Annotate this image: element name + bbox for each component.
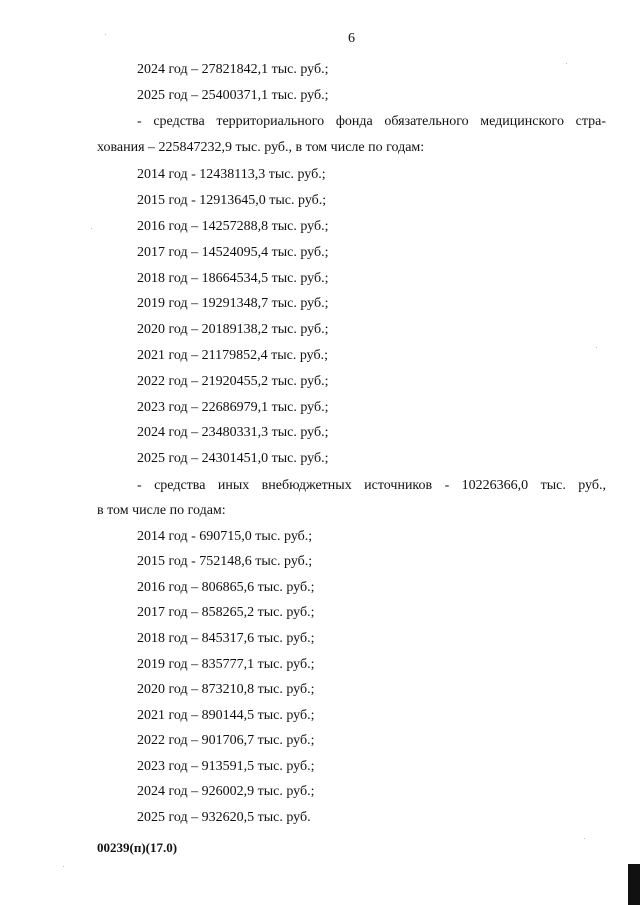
year-line: 2016 год – 14257288,8 тыс. руб.;: [137, 219, 329, 234]
year-line: 2024 год – 23480331,3 тыс. руб.;: [137, 425, 329, 440]
section-intro-line: - средства территориального фонда обязательного медицинского стра-: [137, 114, 606, 129]
year-line: 2016 год – 806865,6 тыс. руб.;: [137, 580, 315, 595]
scan-speck: [584, 838, 585, 839]
scan-speck: [566, 63, 567, 64]
year-line: 2023 год – 913591,5 тыс. руб.;: [137, 759, 315, 774]
year-line: 2014 год - 690715,0 тыс. руб.;: [137, 529, 313, 544]
year-line: 2018 год – 18664534,5 тыс. руб.;: [137, 271, 329, 286]
funding-line: 2024 год – 27821842,1 тыс. руб.;: [137, 62, 329, 77]
year-line: 2020 год – 873210,8 тыс. руб.;: [137, 682, 315, 697]
year-line: 2020 год – 20189138,2 тыс. руб.;: [137, 322, 329, 337]
page-number: 6: [348, 31, 355, 46]
scan-speck: [63, 866, 64, 867]
year-line: 2024 год – 926002,9 тыс. руб.;: [137, 784, 315, 799]
year-line: 2023 год – 22686979,1 тыс. руб.;: [137, 400, 329, 415]
year-line: 2015 год - 12913645,0 тыс. руб.;: [137, 193, 327, 208]
year-line: 2017 год – 14524095,4 тыс. руб.;: [137, 245, 329, 260]
year-line: 2014 год - 12438113,3 тыс. руб.;: [137, 167, 326, 182]
document-code: 00239(п)(17.0): [97, 840, 178, 855]
year-line: 2022 год – 901706,7 тыс. руб.;: [137, 733, 315, 748]
section-intro-line: - средства иных внебюджетных источников - 10226366,0 тыс. руб.,: [137, 478, 606, 493]
year-line: 2019 год – 835777,1 тыс. руб.;: [137, 657, 315, 672]
year-line: 2025 год – 932620,5 тыс. руб.: [137, 810, 311, 825]
scan-speck: [105, 34, 106, 35]
funding-line: 2025 год – 25400371,1 тыс. руб.;: [137, 88, 329, 103]
year-line: 2025 год – 24301451,0 тыс. руб.;: [137, 451, 329, 466]
year-line: 2019 год – 19291348,7 тыс. руб.;: [137, 296, 329, 311]
year-line: 2018 год – 845317,6 тыс. руб.;: [137, 631, 315, 646]
section-intro-line: в том числе по годам:: [97, 503, 226, 518]
scan-speck: [91, 228, 92, 229]
year-line: 2021 год – 21179852,4 тыс. руб.;: [137, 348, 328, 363]
year-line: 2017 год – 858265,2 тыс. руб.;: [137, 605, 315, 620]
year-line: 2022 год – 21920455,2 тыс. руб.;: [137, 374, 329, 389]
scan-edge-mark: [628, 864, 640, 905]
scan-speck: [596, 347, 597, 348]
section-intro-line: хования – 225847232,9 тыс. руб., в том числе по годам:: [97, 140, 425, 155]
year-line: 2021 год – 890144,5 тыс. руб.;: [137, 708, 315, 723]
year-line: 2015 год - 752148,6 тыс. руб.;: [137, 554, 313, 569]
